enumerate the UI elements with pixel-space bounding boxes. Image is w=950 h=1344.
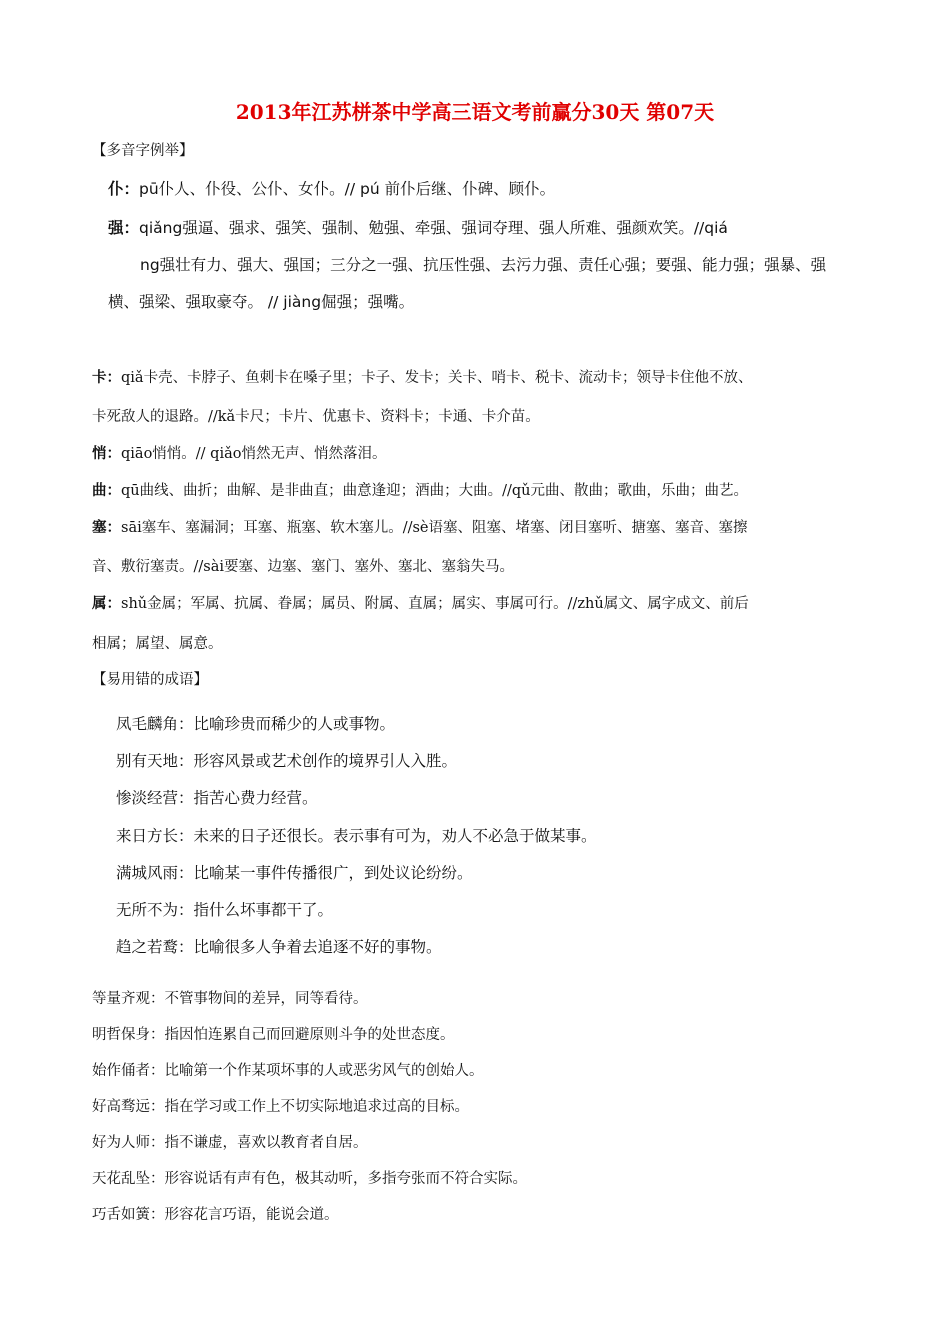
entry-sai-line1 (92, 516, 748, 537)
entry-qiang-line1 (108, 216, 728, 238)
entry-char: 卡： (92, 369, 121, 386)
entry-text: qiāo悄悄。// qiǎo悄然无声、悄然落泪。 (121, 446, 387, 462)
idiom-item: 惨淡经营：指苦心费力经营。 (116, 789, 318, 807)
idiom-item: 好高骛远：指在学习或工作上不切实际地追求过高的目标。 (92, 1099, 469, 1115)
section-heading-idioms: 【易用错的成语】 (92, 672, 208, 688)
idiom-item: 明哲保身：指因怕连累自己而回避原则斗争的处世态度。 (92, 1027, 455, 1043)
page-title: 2013年江苏栟茶中学高三语文考前赢分30天 第07天 (235, 100, 715, 124)
entry-char: 仆： (108, 180, 140, 198)
entry-qia-line1 (92, 366, 753, 387)
entry-shu-line2: 相属；属望、属意。 (92, 636, 223, 652)
entry-qiao (92, 442, 386, 463)
idiom-item: 好为人师：指不谦虚，喜欢以教育者自居。 (92, 1135, 368, 1151)
idiom-item: 始作俑者：比喻第一个作某项坏事的人或恶劣风气的创始人。 (92, 1063, 484, 1079)
entry-text: qū曲线、曲折；曲解、是非曲直；曲意逢迎；酒曲；大曲。//qǔ元曲、散曲；歌曲，乐曲；曲艺。 (121, 483, 749, 499)
entry-char: 强： (108, 219, 140, 237)
idiom-item: 天花乱坠：形容说话有声有色，极其动听，多指夸张而不符合实际。 (92, 1171, 527, 1187)
entry-shu-line1 (92, 592, 749, 613)
entry-qiang-line3: 横、强梁、强取豪夺。 // jiàng倔强；强嘴。 (108, 293, 415, 311)
entry-text: qiǎ卡壳、卡脖子、鱼刺卡在嗓子里；卡子、发卡；关卡、哨卡、税卡、流动卡；领导卡住他不放、 (121, 370, 753, 386)
entry-char: 曲： (92, 482, 121, 499)
entry-char: 悄： (92, 445, 121, 462)
entry-char: 塞： (92, 519, 121, 536)
entry-sai-line2: 音、敷衍塞责。//sài要塞、边塞、塞门、塞外、塞北、塞翁失马。 (92, 559, 514, 575)
section-heading-polyphones: 【多音字例举】 (92, 143, 194, 159)
entry-qiang-line2: ng强壮有力、强大、强国；三分之一强、抗压性强、去污力强、责任心强；要强、能力强；强暴、强 (140, 256, 827, 274)
idiom-item: 来日方长：未来的日子还很长。表示事有可为，劝人不必急于做某事。 (116, 827, 597, 845)
entry-text: qiǎng强逼、强求、强笑、强制、勉强、牵强、强词夺理、强人所难、强颜欢笑。//qiá (139, 219, 728, 237)
entry-qu (92, 479, 748, 500)
idiom-item: 巧舌如簧：形容花言巧语，能说会道。 (92, 1207, 339, 1223)
entry-text: shǔ金属；军属、抗属、眷属；属员、附属、直属；属实、事属可行。//zhǔ属文、属字成文、前后 (121, 596, 749, 612)
idiom-item: 满城风雨：比喻某一事件传播很广，到处议论纷纷。 (116, 864, 473, 882)
idiom-item: 凤毛麟角：比喻珍贵而稀少的人或事物。 (116, 715, 396, 733)
entry-char: 属： (92, 595, 121, 612)
entry-text: pū仆人、仆役、公仆、女仆。// pú 前仆后继、仆碑、顾仆。 (139, 180, 556, 198)
entry-text: sāi塞车、塞漏洞；耳塞、瓶塞、软木塞儿。//sè语塞、阻塞、堵塞、闭目塞听、搪塞、塞音、塞擦 (121, 520, 748, 536)
idiom-item: 趋之若鹜：比喻很多人争着去追逐不好的事物。 (116, 938, 442, 956)
entry-qia-line2: 卡死敌人的退路。//kǎ卡尺；卡片、优惠卡、资料卡；卡通、卡介苗。 (92, 409, 540, 425)
entry-pu (108, 177, 555, 199)
idiom-item: 无所不为：指什么坏事都干了。 (116, 901, 334, 919)
idiom-item: 别有天地：形容风景或艺术创作的境界引人入胜。 (116, 752, 458, 770)
idiom-item: 等量齐观：不管事物间的差异，同等看待。 (92, 991, 368, 1007)
